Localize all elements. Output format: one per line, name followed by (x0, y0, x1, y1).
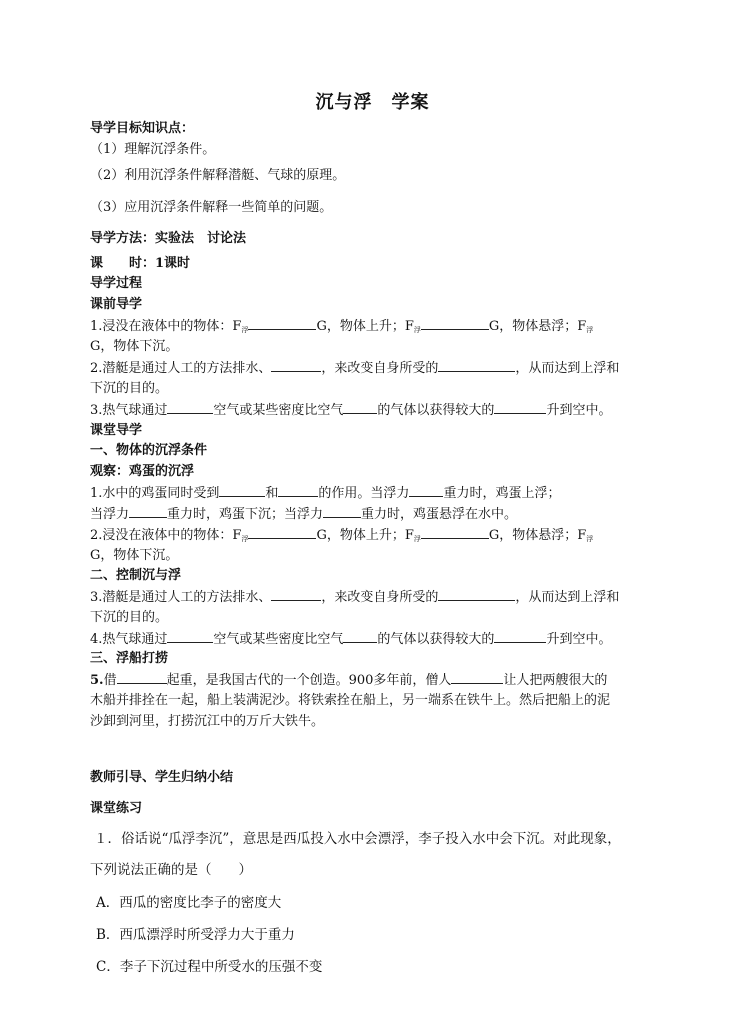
pre-line-2: 2.潜艇是通过人工的方法排水、 ，来改变自身所受的 ，从而达到上浮和 (90, 361, 620, 376)
blank[interactable] (129, 505, 167, 518)
blank[interactable] (343, 630, 377, 643)
practice-heading: 课堂练习 (90, 801, 143, 816)
method-line: 导学方法：实验法 讨论法 (90, 231, 247, 246)
section-3-heading: 三、浮船打捞 (90, 651, 169, 666)
goal-item: （2）利用沉浮条件解释潜艇、气球的原理。 (90, 168, 346, 183)
blank[interactable] (438, 588, 515, 601)
section-2-heading: 二、控制沉与浮 (90, 568, 182, 583)
question-1-line-1: １．俗话说“瓜浮李沉”，意思是西瓜投入水中会漂浮，李子投入水中会下沉。对此现象， (94, 831, 621, 847)
class-line-5c: 沙卸到河里，打捞沉江中的万斤大铁牛。 (90, 714, 325, 729)
class-line-2: 2.浸没在液体中的物体：$F_浮$ G，物体上升；$F_浮$ G，物体悬浮；$F_浮$ (90, 528, 594, 543)
blank[interactable] (494, 401, 546, 414)
goals-heading: 导学目标知识点： (90, 121, 195, 136)
blank[interactable] (343, 401, 377, 414)
class-line-4: 4.热气球通过 空气或某些密度比空气 的气体以获得较大的 升到空中。 (90, 632, 612, 647)
process-heading: 导学过程 (90, 276, 143, 291)
blank[interactable] (451, 671, 503, 684)
class-line-3b: 下沉的目的。 (90, 610, 169, 625)
blank[interactable] (438, 359, 515, 372)
class-line-5: 5.借 起重，是我国古代的一个创造。900多年前，僧人 让人把两艘很大的 (90, 673, 608, 688)
blank[interactable] (323, 505, 361, 518)
blank[interactable] (271, 359, 321, 372)
blank[interactable] (167, 401, 213, 414)
page-title: 沉与浮 学案 (315, 92, 430, 113)
blank[interactable] (167, 630, 213, 643)
option-a: A．西瓜的密度比李子的密度大 (96, 895, 282, 911)
pre-line-1b: G，物体下沉。 (90, 339, 179, 354)
blank[interactable] (494, 630, 546, 643)
pre-line-3: 3.热气球通过 空气或某些密度比空气 的气体以获得较大的 升到空中。 (90, 403, 612, 418)
pre-line-1: 1.浸没在液体中的物体：$F_浮$ G，物体上升；$F_浮$ G，物体悬浮；$F_浮$ (90, 319, 594, 334)
blank[interactable] (271, 588, 321, 601)
option-c: C．李子下沉过程中所受水的压强不变 (96, 959, 323, 975)
blank[interactable] (421, 317, 489, 330)
pre-heading: 课前导学 (90, 297, 143, 312)
pre-line-2b: 下沉的目的。 (90, 381, 169, 396)
hours-line: 课 时：1课时 (90, 256, 191, 271)
blank[interactable] (219, 484, 265, 497)
blank[interactable] (278, 484, 318, 497)
blank[interactable] (409, 484, 443, 497)
blank[interactable] (421, 526, 489, 539)
summary-heading: 教师引导、学生归纳小结 (90, 770, 234, 785)
egg-line-1: 1.水中的鸡蛋同时受到 和 的作用。当浮力 重力时，鸡蛋上浮； (90, 486, 561, 501)
goal-item: （3）应用沉浮条件解释一些简单的问题。 (90, 200, 333, 215)
class-heading: 课堂导学 (90, 423, 143, 438)
section-1-heading: 一、物体的沉浮条件 (90, 443, 208, 458)
class-line-3: 3.潜艇是通过人工的方法排水、 ，来改变自身所受的 ，从而达到上浮和 (90, 590, 620, 605)
question-1-line-2: 下列说法正确的是（ ） (90, 862, 252, 878)
observe-heading: 观察：鸡蛋的沉浮 (90, 464, 195, 479)
class-line-2b: G，物体下沉。 (90, 548, 179, 563)
class-line-5b: 木船并排拴在一起，船上装满泥沙。将铁索拴在船上，另一端系在铁牛上。然后把船上的泥 (90, 693, 611, 708)
goal-item: （1）理解沉浮条件。 (90, 142, 216, 157)
egg-line-2: 当浮力 重力时，鸡蛋下沉；当浮力 重力时，鸡蛋悬浮在水中。 (90, 507, 518, 522)
blank[interactable] (248, 317, 316, 330)
option-b: B．西瓜漂浮时所受浮力大于重力 (96, 927, 295, 943)
blank[interactable] (248, 526, 316, 539)
blank[interactable] (117, 671, 167, 684)
